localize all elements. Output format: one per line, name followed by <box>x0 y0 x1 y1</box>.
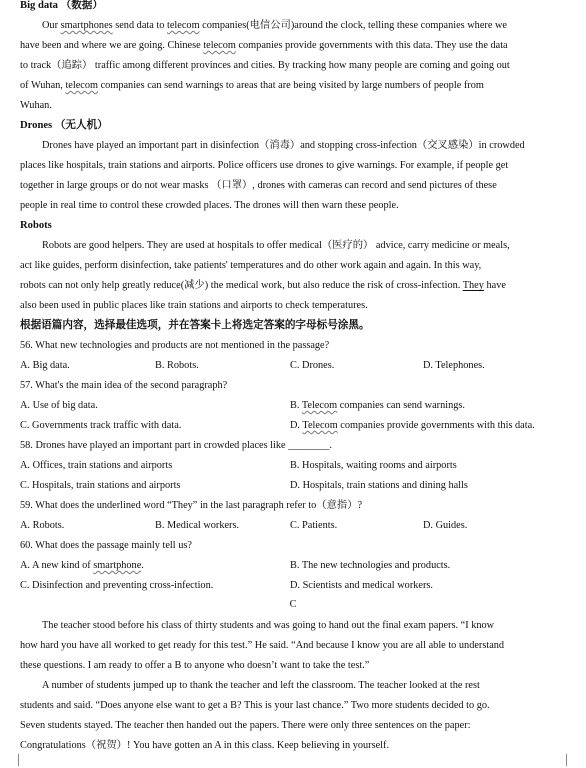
q56-options <box>20 356 564 376</box>
robots-line-1: Robots are good helpers. They are used at hospitals to offer medical（医疗的） advice, carry medicine or meals, <box>42 240 510 251</box>
q60-option-b: B. The new technologies and products. <box>290 560 451 571</box>
heading-drones: Drones （无人机） <box>20 120 108 131</box>
drones-line-4: people in real time to control these crowded places. The drones will then warn these people. <box>20 200 399 211</box>
q57-option-a: A. Use of big data. <box>20 400 98 411</box>
q56-option-b: B. Robots. <box>155 360 199 371</box>
q57-option-d: D. Telecom companies provide governments with this data. <box>290 420 535 431</box>
crop-mark-bottom-right <box>566 754 579 766</box>
robots-line-2: act like guides, perform disinfection, take patients' temperatures and do other work again and again. In this way, <box>20 260 482 271</box>
q60-option-c: C. Disinfection and preventing cross-infection. <box>20 580 214 591</box>
section-c-line-1: The teacher stood before his class of thirty students and was going to hand out the final exam papers. “I know <box>42 620 495 631</box>
big-data-line-3: to track（追踪） traffic among different provinces and cities. By tracking how many people are coming and going out <box>20 60 510 71</box>
section-c-label: C <box>289 599 297 610</box>
q59-options <box>20 516 564 536</box>
big-data-line-5: Wuhan. <box>20 100 52 111</box>
robots-line-3: robots can not only help greatly reduce(减少) the medical work, but also reduce the risk of cross-infection. They have <box>20 280 506 291</box>
q59-option-b: B. Medical workers. <box>155 520 240 531</box>
q57-option-b: B. Telecom companies can send warnings. <box>290 400 465 411</box>
q57-option-c: C. Governments track traffic with data. <box>20 420 182 431</box>
q58-option-a: A. Offices, train stations and airports <box>20 460 173 471</box>
robots-line-4: also been used in public places like train stations and airports to check temperatures. <box>20 300 368 311</box>
q57-options-cd <box>20 416 564 436</box>
big-data-line-4: of Wuhan, telecom companies can send warnings to areas that are being visited by large numbers of people from <box>20 80 484 91</box>
heading-robots: Robots <box>20 220 52 231</box>
drones-line-1: Drones have played an important part in disinfection（消毒）and stopping cross-infection（交叉感染）in crowded <box>42 140 525 151</box>
big-data-line-2: have been and where we are going. Chinese telecom companies provide governments with this data. They use the data <box>20 40 508 51</box>
crop-mark-bottom-left <box>6 754 19 766</box>
heading-big-data: Big data （数据） <box>20 0 103 11</box>
q59-option-c: C. Patients. <box>290 520 338 531</box>
section-c-line-3: these questions. I am ready to offer a B to anyone who doesn’t want to take the test.” <box>20 660 370 671</box>
section-c-line-4: A number of students jumped up to thank the teacher and left the classroom. The teacher looked at the rest <box>42 680 480 691</box>
q60-stem: 60. What does the passage mainly tell us? <box>20 540 192 551</box>
q57-stem: 57. What's the main idea of the second paragraph? <box>20 380 228 391</box>
drones-line-2: places like hospitals, train stations and airports. Police officers use drones to give warnings. For example, if people get <box>20 160 509 171</box>
section-c-line-2: how hard you have all worked to get ready for this test.” He said. “And because I know you are all able to understand <box>20 640 505 651</box>
big-data-line-1: Our smartphones send data to telecom companies(电信公司)around the clock, telling these companies where we <box>42 20 507 31</box>
q56-option-c: C. Drones. <box>290 360 335 371</box>
q58-stem: 58. Drones have played an important part in crowded places like ________. <box>20 440 332 451</box>
q60-option-d: D. Scientists and medical workers. <box>290 580 433 591</box>
drones-line-3: together in large groups or do not wear masks （口罩）, drones with cameras can record and send pictures of these <box>20 180 497 191</box>
q58-option-b: B. Hospitals, waiting rooms and airports <box>290 460 457 471</box>
q56-option-d: D. Telephones. <box>423 360 485 371</box>
q58-options-ab <box>20 456 564 476</box>
q58-option-d: D. Hospitals, train stations and dining halls <box>290 480 468 491</box>
section-c-line-7: Congratulations（祝贺）! You have gotten an A in this class. Keep believing in yourself. <box>20 740 390 751</box>
q60-options-ab <box>20 556 564 576</box>
q59-option-a: A. Robots. <box>20 520 65 531</box>
q56-option-a: A. Big data. <box>20 360 70 371</box>
q60-options-cd <box>20 576 564 596</box>
q56-stem: 56. What new technologies and products are not mentioned in the passage? <box>20 340 330 351</box>
q57-options-ab <box>20 396 564 416</box>
q58-option-c: C. Hospitals, train stations and airports <box>20 480 181 491</box>
section-c-line-6: Seven students stayed. The teacher then handed out the papers. There were only three sentences on the paper: <box>20 720 471 731</box>
q58-options-cd <box>20 476 564 496</box>
section-c-line-5: students and said. “Does anyone else want to get a B? This is your last chance.” Two more students decided to go. <box>20 700 490 711</box>
q60-option-a: A. A new kind of smartphone. <box>20 560 144 571</box>
q59-stem: 59. What does the underlined word “They” in the last paragraph refer to（意指）? <box>20 500 363 511</box>
q59-option-d: D. Guides. <box>423 520 468 531</box>
instruction: 根据语篇内容，选择最佳选项，并在答案卡上将选定答案的字母标号涂黑。 <box>20 320 370 331</box>
